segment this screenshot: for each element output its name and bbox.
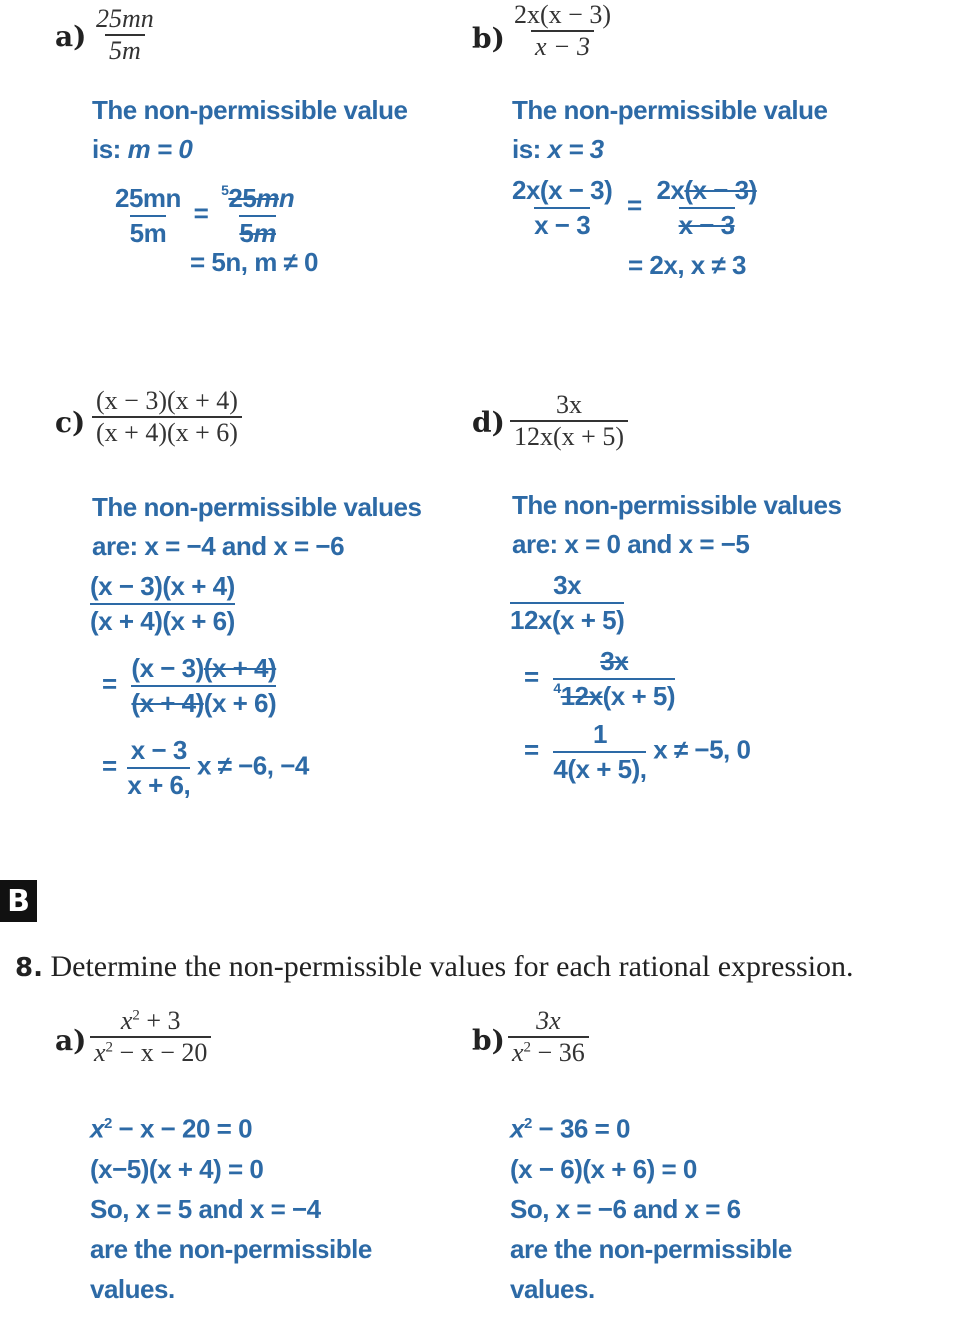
denominator: x − 3 xyxy=(531,30,594,62)
part-d-np-line2: are: x = 0 and x = −5 xyxy=(512,529,750,559)
q8-part-a-work xyxy=(90,1104,372,1309)
numerator: 25mn xyxy=(96,4,154,33)
part-b-expression xyxy=(510,0,615,62)
work-line-4: are the non-permissible xyxy=(510,1233,792,1264)
work-line-3: So, x = 5 and x = −4 xyxy=(90,1193,321,1224)
work-line-2: (x − 6)(x + 6) = 0 xyxy=(510,1153,697,1184)
work-line-1: $x^2 - 36 = 0$ xyxy=(510,1113,630,1144)
work-line-5: values. xyxy=(510,1273,595,1304)
part-c-np-line2: are: x = −4 and x = −6 xyxy=(92,531,345,561)
part-a-simplify: $\frac{25mn}{5m}$ = $\frac{^525mn}{5m}$ xyxy=(115,182,295,248)
work-line-2: (x−5)(x + 4) = 0 xyxy=(90,1153,264,1184)
question-text: Determine the non-permissible values for each rational expression. xyxy=(50,950,854,983)
part-d-step2: = $\frac{3x}{^412x(x + 5)}$ xyxy=(524,646,675,711)
section-b-badge: B xyxy=(0,880,37,922)
numerator: 2x(x − 3) xyxy=(514,0,611,29)
q8-part-b-work xyxy=(510,1104,792,1309)
numerator: (x − 3)(x + 4) xyxy=(96,386,238,415)
question-8 xyxy=(15,950,854,984)
work-line-4: are the non-permissible xyxy=(90,1233,372,1264)
part-c-step1: $\frac{(x - 3)(x + 4)}{(x + 4)(x + 6)}$ xyxy=(90,571,235,636)
part-c-np-line1: The non-permissible values xyxy=(92,492,422,522)
part-d-step1: $\frac{3x}{12x(x + 5)}$ xyxy=(510,570,625,635)
part-b-np-line2: is: x = 3 xyxy=(512,134,604,164)
denominator: 12x(x + 5) xyxy=(510,420,628,452)
part-d-step3: = $\frac{1}{4(x + 5),}$ x ≠ −5, 0 xyxy=(524,719,751,784)
part-a-expression xyxy=(92,4,158,66)
q8-part-b-label: b) xyxy=(472,1024,505,1057)
part-c-label: c) xyxy=(55,406,86,439)
question-number: 8. xyxy=(15,953,43,983)
numerator: 3x xyxy=(555,390,582,419)
part-c-step3: = $\frac{x - 3}{x + 6,}$ x ≠ −6, −4 xyxy=(102,735,309,800)
part-d-np-line1: The non-permissible values xyxy=(512,490,842,520)
denominator: (x + 4)(x + 6) xyxy=(92,416,242,448)
part-c-expression xyxy=(92,386,242,448)
work-line-1: $x^2 - x - 20 = 0$ xyxy=(90,1113,253,1144)
part-d-label: d) xyxy=(472,406,505,439)
q8-part-a-label: a) xyxy=(55,1024,87,1057)
part-b-simplify: $\frac{2x(x - 3)}{x - 3}$ = $\frac{2x(x - 3)}{x - 3}$ xyxy=(512,175,757,240)
part-c-step2: = $\frac{(x - 3)(x + 4)}{(x + 4)(x + 6)}$ xyxy=(102,653,277,718)
part-d-expression xyxy=(510,390,628,452)
work-line-5: values. xyxy=(90,1273,175,1304)
q8-part-b-expression: $\frac{3x}{x^2 - 36}$ xyxy=(508,1006,589,1068)
q8-part-a-expression: $\frac{x^2 + 3}{x^2 - x - 20}$ xyxy=(90,1006,211,1068)
part-a-label: a) xyxy=(55,20,87,53)
denominator: 5m xyxy=(105,34,145,66)
part-a-np-line2: is: m = 0 xyxy=(92,134,193,164)
part-b-result: = 2x, x ≠ 3 xyxy=(628,250,746,280)
part-b-np-line1: The non-permissible value xyxy=(512,95,828,125)
part-a-np-line1: The non-permissible value xyxy=(92,95,408,125)
work-line-3: So, x = −6 and x = 6 xyxy=(510,1193,741,1224)
part-a-result: = 5n, m ≠ 0 xyxy=(190,247,318,277)
part-b-label: b) xyxy=(472,22,505,55)
